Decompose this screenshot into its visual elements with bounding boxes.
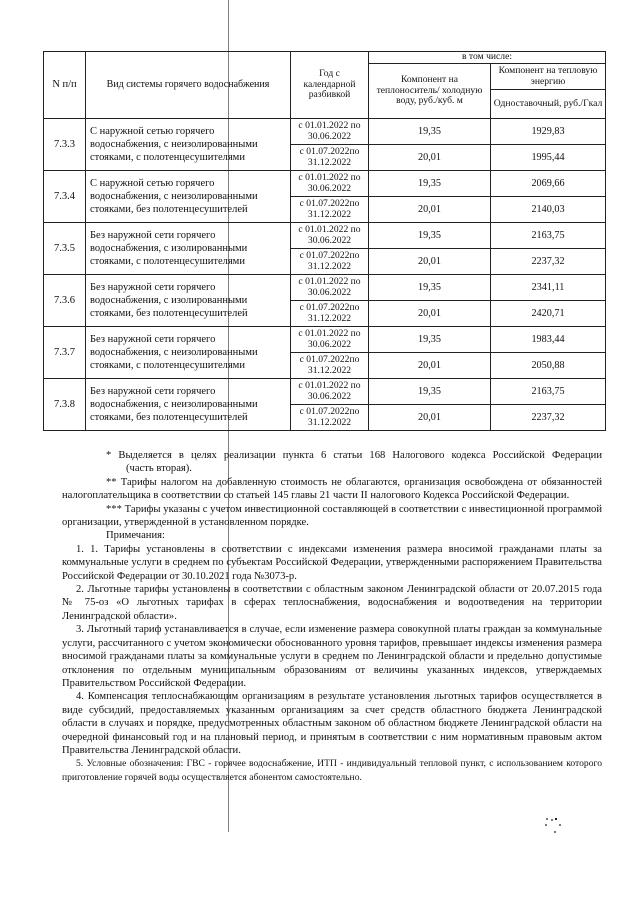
row-heat: 2050,88 <box>491 353 606 379</box>
row-num: 7.3.6 <box>44 275 86 327</box>
row-period: с 01.07.2022по 31.12.2022 <box>291 301 369 327</box>
header-heat: Компонент на тепловую энергию <box>491 64 606 90</box>
scan-noise <box>546 818 564 836</box>
footnote-1 <box>62 449 602 476</box>
row-coolant: 20,01 <box>369 197 491 223</box>
row-period: с 01.01.2022 по 30.06.2022 <box>291 275 369 301</box>
row-num: 7.3.4 <box>44 171 86 223</box>
row-coolant: 20,01 <box>369 405 491 431</box>
row-desc: Без наружной сети горячего водоснабжения, с неизолированными стояками, с полотенцесушителями <box>86 327 291 379</box>
table-row <box>44 119 606 145</box>
row-coolant: 20,01 <box>369 353 491 379</box>
row-desc: С наружной сетью горячего водоснабжения, с неизолированными стояками, с полотенцесушителями <box>86 119 291 171</box>
row-period: с 01.01.2022 по 30.06.2022 <box>291 223 369 249</box>
note-5: 5. Условные обозначения: ГВС - горячее водоснабжение, ИТП - индивидуальный тепловой пункт, с использованием которого приготовление горячей воды осуществляется абонентом самостоятельно. <box>62 758 602 783</box>
row-period: с 01.01.2022 по 30.06.2022 <box>291 171 369 197</box>
row-heat: 1983,44 <box>491 327 606 353</box>
table-row <box>44 223 606 249</box>
table-row <box>44 275 606 301</box>
row-period: с 01.07.2022по 31.12.2022 <box>291 405 369 431</box>
row-period: с 01.07.2022по 31.12.2022 <box>291 145 369 171</box>
row-desc: С наружной сетью горячего водоснабжения, с неизолированными стояками, без полотенцесушителей <box>86 171 291 223</box>
row-heat: 2237,32 <box>491 405 606 431</box>
tariff-table <box>43 51 606 431</box>
row-coolant: 20,01 <box>369 249 491 275</box>
row-heat: 1995,44 <box>491 145 606 171</box>
header-period: Год с календарной разбивкой <box>291 52 369 119</box>
row-coolant: 19,35 <box>369 171 491 197</box>
row-desc: Без наружной сети горячего водоснабжения, с изолированными стояками, без полотенцесушителей <box>86 275 291 327</box>
row-num: 7.3.8 <box>44 379 86 431</box>
row-coolant: 19,35 <box>369 379 491 405</box>
row-coolant: 19,35 <box>369 223 491 249</box>
table-row <box>44 327 606 353</box>
note-2: 2. Льготные тарифы установлены в соответствии с областным законом Ленинградской области от 20.07.2015 года № 75-оз «О льготных тарифах в сферах теплоснабжения, водоснабжения и водоотведения на территории Ленинградской области». <box>62 584 602 622</box>
note-3: 3. Льготный тариф устанавливается в случае, если изменение размера совокупной платы граждан за коммунальные услуги, рассчитанного с учетом экономически обоснованного уровня тарифов, превышает индексы изменения размера вносимой гражданами платы за коммунальные услуги в среднем по Ленинградской области и предельно допустимые отклонения по отдельным муниципальным образованиям от величины указанных индексов, утверждаемых Правительством Российской Федерации. <box>62 624 602 689</box>
row-heat: 2237,32 <box>491 249 606 275</box>
row-heat: 2341,11 <box>491 275 606 301</box>
header-num: N п/п <box>44 52 86 119</box>
row-coolant: 20,01 <box>369 301 491 327</box>
footnote-2: ** Тарифы налогом на добавленную стоимость не облагаются, организация освобождена от обязанностей налогоплательщика в соответствии со статьей 145 главы 21 части II налогового Кодекса Российской Федерации. <box>62 476 602 502</box>
row-heat: 2163,75 <box>491 379 606 405</box>
row-period: с 01.01.2022 по 30.06.2022 <box>291 327 369 353</box>
header-single-rate: Одноставочный, руб./Гкал <box>491 90 606 119</box>
row-period: с 01.07.2022по 31.12.2022 <box>291 353 369 379</box>
row-period: с 01.01.2022 по 30.06.2022 <box>291 379 369 405</box>
note-1: 1. 1. Тарифы установлены в соответствии с индексами изменения размера вносимой гражданами платы за коммунальные услуги в среднем по субъектам Российской Федерации, утвержденными распоряжением Правительства Российской Федерации от 30.10.2021 года №3073-р. <box>62 543 602 582</box>
row-num: 7.3.5 <box>44 223 86 275</box>
row-period: с 01.07.2022по 31.12.2022 <box>291 249 369 275</box>
table-row <box>44 379 606 405</box>
row-coolant: 19,35 <box>369 327 491 353</box>
row-coolant: 19,35 <box>369 275 491 301</box>
row-num: 7.3.3 <box>44 119 86 171</box>
table-row <box>44 171 606 197</box>
note-4: 4. Компенсация теплоснабжающим организациям в результате установления льготных тарифов осуществляется в виде субсидий, предоставляемых указанным организациям за счет средств областного бюджета Ленинградской области в случаях и порядке, предусмотренных областным законом об областном бюджете Ленинградской области на очередной финансовый год и на плановый период, и принятым в соответствии с ним нормативным правовым актом Правительства Ленинградской области. <box>62 691 602 756</box>
row-desc: Без наружной сети горячего водоснабжения, с изолированными стояками, с полотенцесушителями <box>86 223 291 275</box>
footnote-1-text: * Выделяется в целях реализации пункта 6 статьи 168 Налогового кодекса Российской Федерации <box>106 450 602 461</box>
row-heat: 2420,71 <box>491 301 606 327</box>
row-coolant: 20,01 <box>369 145 491 171</box>
row-heat: 2163,75 <box>491 223 606 249</box>
header-system: Вид системы горячего водоснабжения <box>86 52 291 119</box>
row-heat: 1929,83 <box>491 119 606 145</box>
row-desc: Без наружной сети горячего водоснабжения, с неизолированными стояками, без полотенцесушителей <box>86 379 291 431</box>
header-coolant: Компонент на теплоноситель/ холодную воду, руб./куб. м <box>369 64 491 119</box>
footnotes-and-notes <box>62 449 602 784</box>
row-heat: 2140,03 <box>491 197 606 223</box>
row-num: 7.3.7 <box>44 327 86 379</box>
row-coolant: 19,35 <box>369 119 491 145</box>
row-period: с 01.07.2022по 31.12.2022 <box>291 197 369 223</box>
footnote-3: *** Тарифы указаны с учетом инвестиционной составляющей в соответствии с инвестиционной программой организации, утвержденной в установленном порядке. <box>62 503 602 529</box>
header-including: в том числе: <box>369 52 606 64</box>
row-period: с 01.01.2022 по 30.06.2022 <box>291 119 369 145</box>
footnote-1-suffix: (часть вторая). <box>126 463 192 475</box>
row-heat: 2069,66 <box>491 171 606 197</box>
notes-title: Примечания: <box>106 530 165 542</box>
